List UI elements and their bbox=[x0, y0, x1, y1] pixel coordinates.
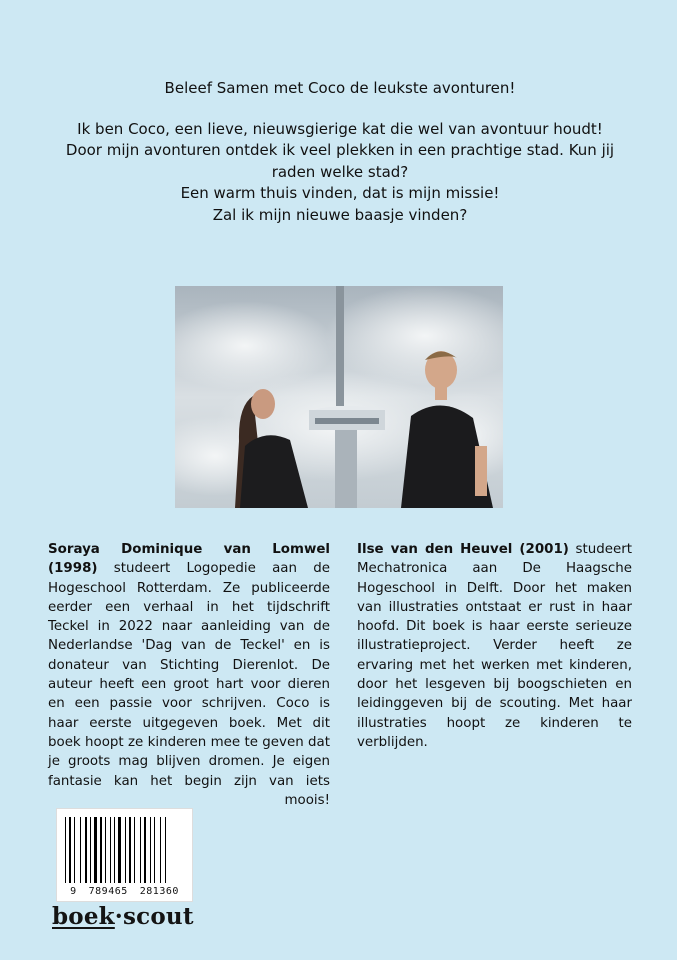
blurb-line: Een warm thuis vinden, dat is mijn missie! bbox=[180, 184, 500, 202]
blurb-line: Zal ik mijn nieuwe baasje vinden? bbox=[212, 205, 468, 224]
publisher-logo bbox=[52, 903, 194, 930]
publisher-logo-part2: scout bbox=[123, 903, 194, 930]
isbn-group-2: 281360 bbox=[139, 886, 179, 897]
barcode-bar bbox=[144, 817, 146, 883]
publisher-logo-part1: boek bbox=[52, 903, 115, 930]
barcode-bar bbox=[118, 817, 121, 883]
barcode-bar bbox=[134, 817, 135, 883]
isbn-group-1: 789465 bbox=[88, 886, 128, 897]
isbn-barcode bbox=[56, 808, 193, 902]
author-bio-text: studeert Logopedie aan de Hogeschool Rotterdam. Ze publiceerde eerder een verhaal in het tijdschrift Teckel in 2022 naar aanleiding van de Nederlandse 'Dag van de Teckel' en is donateur van Stichting Dierenlot. De auteur heeft een groot hart voor dieren en een passie voor schrijven. Coco is haar eerste uitgegeven boek. Met dit boek hoopt ze kinderen mee te geven dat je groots mag blijven dromen. Je eigen fantasie kan het begin zijn van iets moois! bbox=[48, 561, 330, 808]
barcode-bar bbox=[125, 817, 126, 883]
barcode-bar bbox=[100, 817, 102, 883]
isbn-lead-digit: 9 bbox=[70, 886, 77, 897]
author-name: Soraya Dominique van Lomwel (1998) bbox=[48, 542, 330, 577]
barcode-bar bbox=[140, 817, 141, 883]
author-bio bbox=[48, 540, 330, 810]
illustrator-bio bbox=[357, 540, 632, 752]
barcode-bar bbox=[90, 817, 91, 883]
barcode-bar bbox=[154, 817, 155, 883]
barcode-bar bbox=[69, 817, 71, 883]
authors-photo bbox=[175, 286, 503, 508]
isbn-number bbox=[57, 886, 192, 897]
barcode-bar bbox=[80, 817, 81, 883]
barcode-bar bbox=[160, 817, 161, 883]
barcode-bar bbox=[114, 817, 115, 883]
barcode-bar bbox=[94, 817, 97, 883]
barcode-bar bbox=[85, 817, 87, 883]
barcode-bar bbox=[129, 817, 131, 883]
tagline: Beleef Samen met Coco de leukste avonturen! bbox=[164, 79, 516, 97]
barcode-bar bbox=[110, 817, 111, 883]
barcode-bar bbox=[65, 817, 66, 883]
illustrator-bio-text: studeert Mechatronica aan De Haagsche Hogeschool in Delft. Door het maken van illustraties ontstaat er rust in haar hoofd. Dit boek is haar eerste serieuze illustratieproject. Verder heeft ze ervaring met het werken met kinderen, door het lesgeven bij boogschieten en leidinggeven bij de scouting. Met haar illustraties hoopt ze kinderen te verblijden. bbox=[357, 542, 632, 750]
blurb-line: Ik ben Coco, een lieve, nieuwsgierige kat die wel van avontuur houdt! bbox=[77, 119, 603, 138]
barcode-bar bbox=[74, 817, 75, 883]
barcode-bars bbox=[57, 809, 192, 889]
illustrator-name: Ilse van den Heuvel (2001) bbox=[357, 542, 569, 557]
barcode-bar bbox=[150, 817, 151, 883]
publisher-logo-dot: · bbox=[114, 903, 124, 930]
back-cover-blurb bbox=[60, 78, 620, 226]
barcode-bar bbox=[165, 817, 166, 883]
barcode-bar bbox=[105, 817, 106, 883]
authors-photo-image bbox=[175, 286, 503, 508]
blurb-line: Door mijn avonturen ontdek ik veel plekken in een prachtige stad. Kun jij raden welke stad? bbox=[65, 141, 615, 181]
